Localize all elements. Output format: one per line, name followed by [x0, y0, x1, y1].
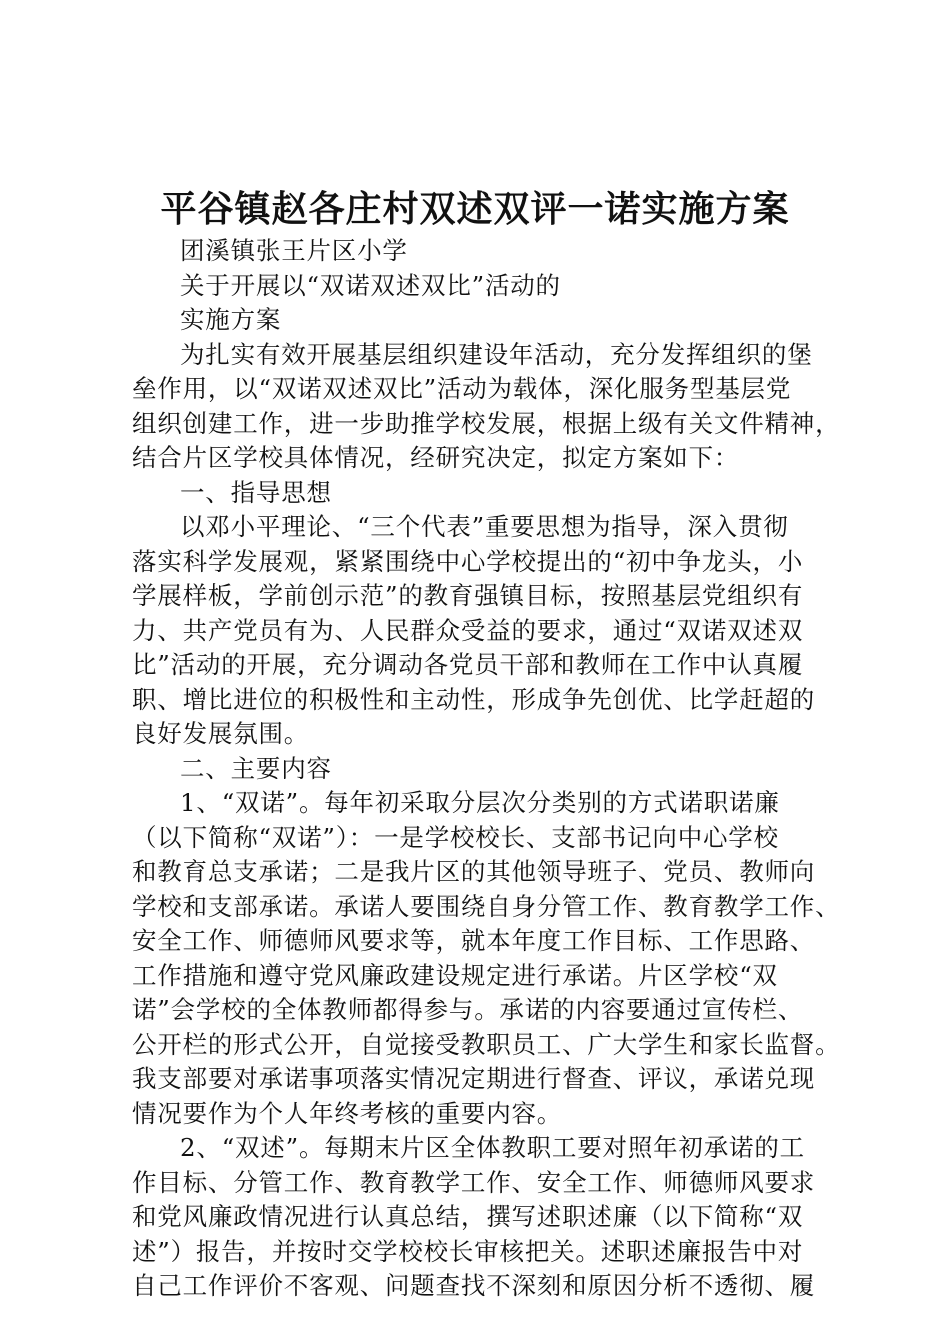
text-line: 为扎实有效开展基层组织建设年活动，充分发挥组织的堡 [180, 339, 813, 369]
text-line: 二、主要内容 [180, 753, 332, 783]
text-line: 落实科学发展观，紧紧围绕中心学校提出的“初中争龙头，小 [132, 546, 804, 576]
text-line: 我支部要对承诺事项落实情况定期进行督查、评议，承诺兑现 [132, 1064, 816, 1093]
text-line: 述”）报告，并按时交学校校长审核把关。述职述廉报告中对 [132, 1236, 804, 1266]
text-line: 垒作用，以“双诺双述双比”活动为载体，深化服务型基层党 [132, 374, 792, 403]
text-line: 团溪镇张王片区小学 [180, 236, 408, 265]
text-line: 1、“双诺”。每年初采取分层次分类别的方式诺职诺廉 [180, 788, 780, 817]
text-line: 结合片区学校具体情况，经研究决定，拟定方案如下： [132, 443, 740, 472]
text-line: 一、指导思想 [180, 477, 332, 507]
text-line: （以下简称“双诺”）：一是学校校长、支部书记向中心学校 [132, 822, 779, 852]
text-line: 2、“双述”。每期末片区全体教职工要对照年初承诺的工 [180, 1133, 805, 1162]
document-body [132, 234, 856, 1304]
text-line: 学展样板，学前创示范”的教育强镇目标，按照基层党组织有 [132, 581, 804, 610]
text-line: 职、增比进位的积极性和主动性，形成争先创优、比学赶超的 [132, 684, 816, 714]
text-line: 比”活动的开展，充分调动各党员干部和教师在工作中认真履 [132, 650, 804, 679]
text-line: 作目标、分管工作、教育教学工作、安全工作、师德师风要求 [132, 1167, 816, 1197]
text-line: 和党风廉政情况进行认真总结，撰写述职述廉（以下简称“双 [132, 1202, 804, 1231]
text-line: 和教育总支承诺；二是我片区的其他领导班子、党员、教师向 [132, 857, 816, 886]
text-line: 关于开展以“双诺双述双比”活动的 [180, 270, 561, 300]
text-line: 实施方案 [180, 305, 282, 334]
text-line: 组织创建工作，进一步助推学校发展，根据上级有关文件精神， [132, 408, 841, 438]
text-line: 以邓小平理论、“三个代表”重要思想为指导，深入贯彻 [180, 512, 789, 541]
text-line: 工作措施和遵守党风廉政建设规定进行承诺。片区学校“双 [132, 960, 778, 990]
document-title: 平谷镇赵各庄村双述双评一诺实施方案 [160, 188, 790, 230]
text-line: 公开栏的形式公开，自觉接受教职员工、广大学生和家长监督。 [132, 1029, 841, 1059]
text-line: 自己工作评价不客观、问题查找不深刻和原因分析不透彻、履 [132, 1271, 816, 1300]
text-line: 学校和支部承诺。承诺人要围绕自身分管工作、教育教学工作、 [132, 891, 841, 921]
text-line: 力、共产党员有为、人民群众受益的要求，通过“双诺双述双 [132, 615, 804, 645]
text-line: 安全工作、师德师风要求等，就本年度工作目标、工作思路、 [132, 926, 816, 955]
text-line: 情况要作为个人年终考核的重要内容。 [132, 1098, 563, 1128]
text-line: 良好发展氛围。 [132, 719, 310, 748]
text-line: 诺”会学校的全体教师都得参与。承诺的内容要通过宣传栏、 [132, 995, 804, 1024]
